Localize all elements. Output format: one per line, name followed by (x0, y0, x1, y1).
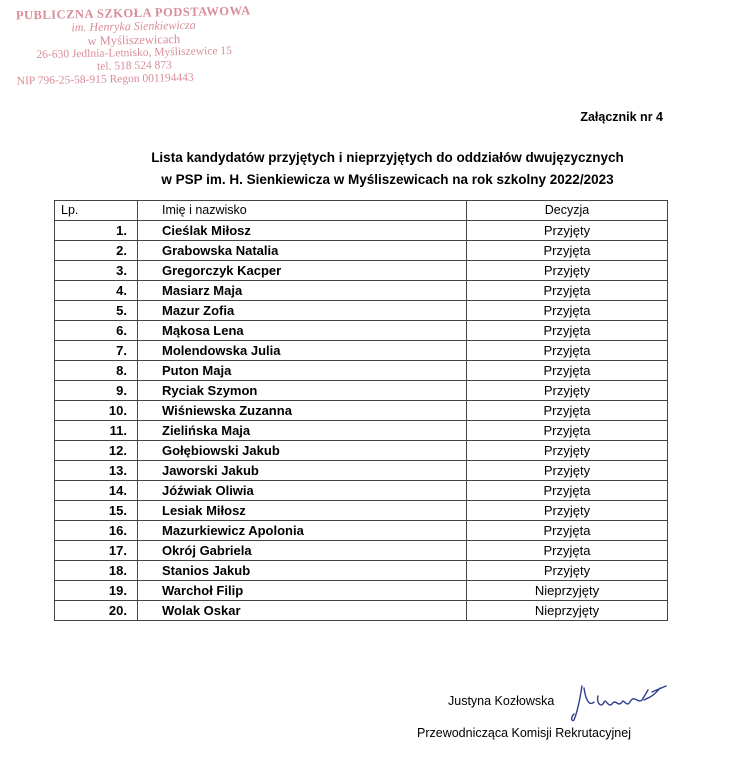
candidate-name: Mąkosa Lena (138, 321, 467, 341)
candidate-name: Grabowska Natalia (138, 241, 467, 261)
table-row (55, 461, 668, 481)
table-row (55, 441, 668, 461)
candidates-table (54, 200, 668, 621)
decision: Przyjęty (467, 221, 668, 241)
decision: Przyjęty (467, 381, 668, 401)
table-row (55, 241, 668, 261)
candidate-name: Wolak Oskar (138, 601, 467, 621)
stamp-nip-regon: NIP 796-25-58-915 Regon 001194443 (16, 71, 194, 88)
row-number: 7. (55, 341, 138, 361)
decision: Przyjęta (467, 241, 668, 261)
row-number: 3. (55, 261, 138, 281)
table-row (55, 221, 668, 241)
row-number: 2. (55, 241, 138, 261)
candidate-name: Gołębiowski Jakub (138, 441, 467, 461)
candidate-name: Puton Maja (138, 361, 467, 381)
row-number: 16. (55, 521, 138, 541)
decision: Przyjęty (467, 261, 668, 281)
table-row (55, 341, 668, 361)
school-stamp (13, 3, 255, 88)
row-number: 20. (55, 601, 138, 621)
candidate-name: Mazur Zofia (138, 301, 467, 321)
row-number: 14. (55, 481, 138, 501)
header-decision: Decyzja (467, 201, 668, 221)
row-number: 6. (55, 321, 138, 341)
signatory-name: Justyna Kozłowska (448, 694, 555, 708)
table-row (55, 281, 668, 301)
candidate-name: Lesiak Miłosz (138, 501, 467, 521)
title-line-1: Lista kandydatów przyjętych i nieprzyjętych do oddziałów dwujęzycznych (151, 150, 624, 165)
table-row (55, 321, 668, 341)
candidate-name: Molendowska Julia (138, 341, 467, 361)
candidate-name: Masiarz Maja (138, 281, 467, 301)
row-number: 13. (55, 461, 138, 481)
row-number: 12. (55, 441, 138, 461)
candidate-name: Mazurkiewicz Apolonia (138, 521, 467, 541)
candidate-name: Cieślak Miłosz (138, 221, 467, 241)
decision: Przyjęta (467, 521, 668, 541)
table-row (55, 481, 668, 501)
header-name: Imię i nazwisko (138, 201, 467, 221)
table-row (55, 421, 668, 441)
decision: Przyjęta (467, 301, 668, 321)
annex-label: Załącznik nr 4 (580, 110, 663, 124)
table-row (55, 601, 668, 621)
candidate-name: Jaworski Jakub (138, 461, 467, 481)
row-number: 9. (55, 381, 138, 401)
row-number: 18. (55, 561, 138, 581)
decision: Nieprzyjęty (467, 581, 668, 601)
table-row (55, 381, 668, 401)
candidate-name: Okrój Gabriela (138, 541, 467, 561)
table-row (55, 261, 668, 281)
row-number: 10. (55, 401, 138, 421)
table-row (55, 301, 668, 321)
stamp-school-name: PUBLICZNA SZKOŁA PODSTAWOWA (15, 3, 251, 23)
stamp-locality: w Myśliszewicach (87, 32, 181, 49)
decision: Przyjęta (467, 281, 668, 301)
stamp-patron: im. Henryka Sienkiewicza (71, 17, 196, 35)
decision: Przyjęta (467, 481, 668, 501)
row-number: 1. (55, 221, 138, 241)
table-row (55, 541, 668, 561)
decision: Przyjęty (467, 561, 668, 581)
signatory-role: Przewodnicząca Komisji Rekrutacyjnej (417, 726, 631, 740)
decision: Przyjęta (467, 341, 668, 361)
decision: Przyjęta (467, 401, 668, 421)
candidate-name: Warchoł Filip (138, 581, 467, 601)
table-header-row (55, 201, 668, 221)
candidate-name: Ryciak Szymon (138, 381, 467, 401)
table-row (55, 361, 668, 381)
row-number: 17. (55, 541, 138, 561)
candidate-name: Zielińska Maja (138, 421, 467, 441)
decision: Przyjęta (467, 361, 668, 381)
row-number: 8. (55, 361, 138, 381)
candidate-name: Wiśniewska Zuzanna (138, 401, 467, 421)
candidate-name: Gregorczyk Kacper (138, 261, 467, 281)
row-number: 11. (55, 421, 138, 441)
decision: Przyjęty (467, 461, 668, 481)
decision: Przyjęta (467, 541, 668, 561)
decision: Przyjęty (467, 441, 668, 461)
handwritten-signature-icon (568, 678, 678, 724)
header-lp: Lp. (55, 201, 138, 221)
table-row (55, 401, 668, 421)
table-row (55, 521, 668, 541)
decision: Przyjęty (467, 501, 668, 521)
document-title (0, 147, 745, 191)
row-number: 15. (55, 501, 138, 521)
stamp-phone: tel. 518 524 873 (96, 59, 172, 74)
title-line-2: w PSP im. H. Sienkiewicza w Myśliszewicach na rok szkolny 2022/2023 (161, 172, 614, 187)
decision: Nieprzyjęty (467, 601, 668, 621)
decision: Przyjęta (467, 421, 668, 441)
table-row (55, 501, 668, 521)
row-number: 4. (55, 281, 138, 301)
candidate-name: Stanios Jakub (138, 561, 467, 581)
row-number: 5. (55, 301, 138, 321)
table-row (55, 581, 668, 601)
row-number: 19. (55, 581, 138, 601)
table-row (55, 561, 668, 581)
stamp-address: 26-630 Jedlnia-Letnisko, Myśliszewice 15 (36, 45, 232, 62)
candidate-name: Jóźwiak Oliwia (138, 481, 467, 501)
decision: Przyjęta (467, 321, 668, 341)
